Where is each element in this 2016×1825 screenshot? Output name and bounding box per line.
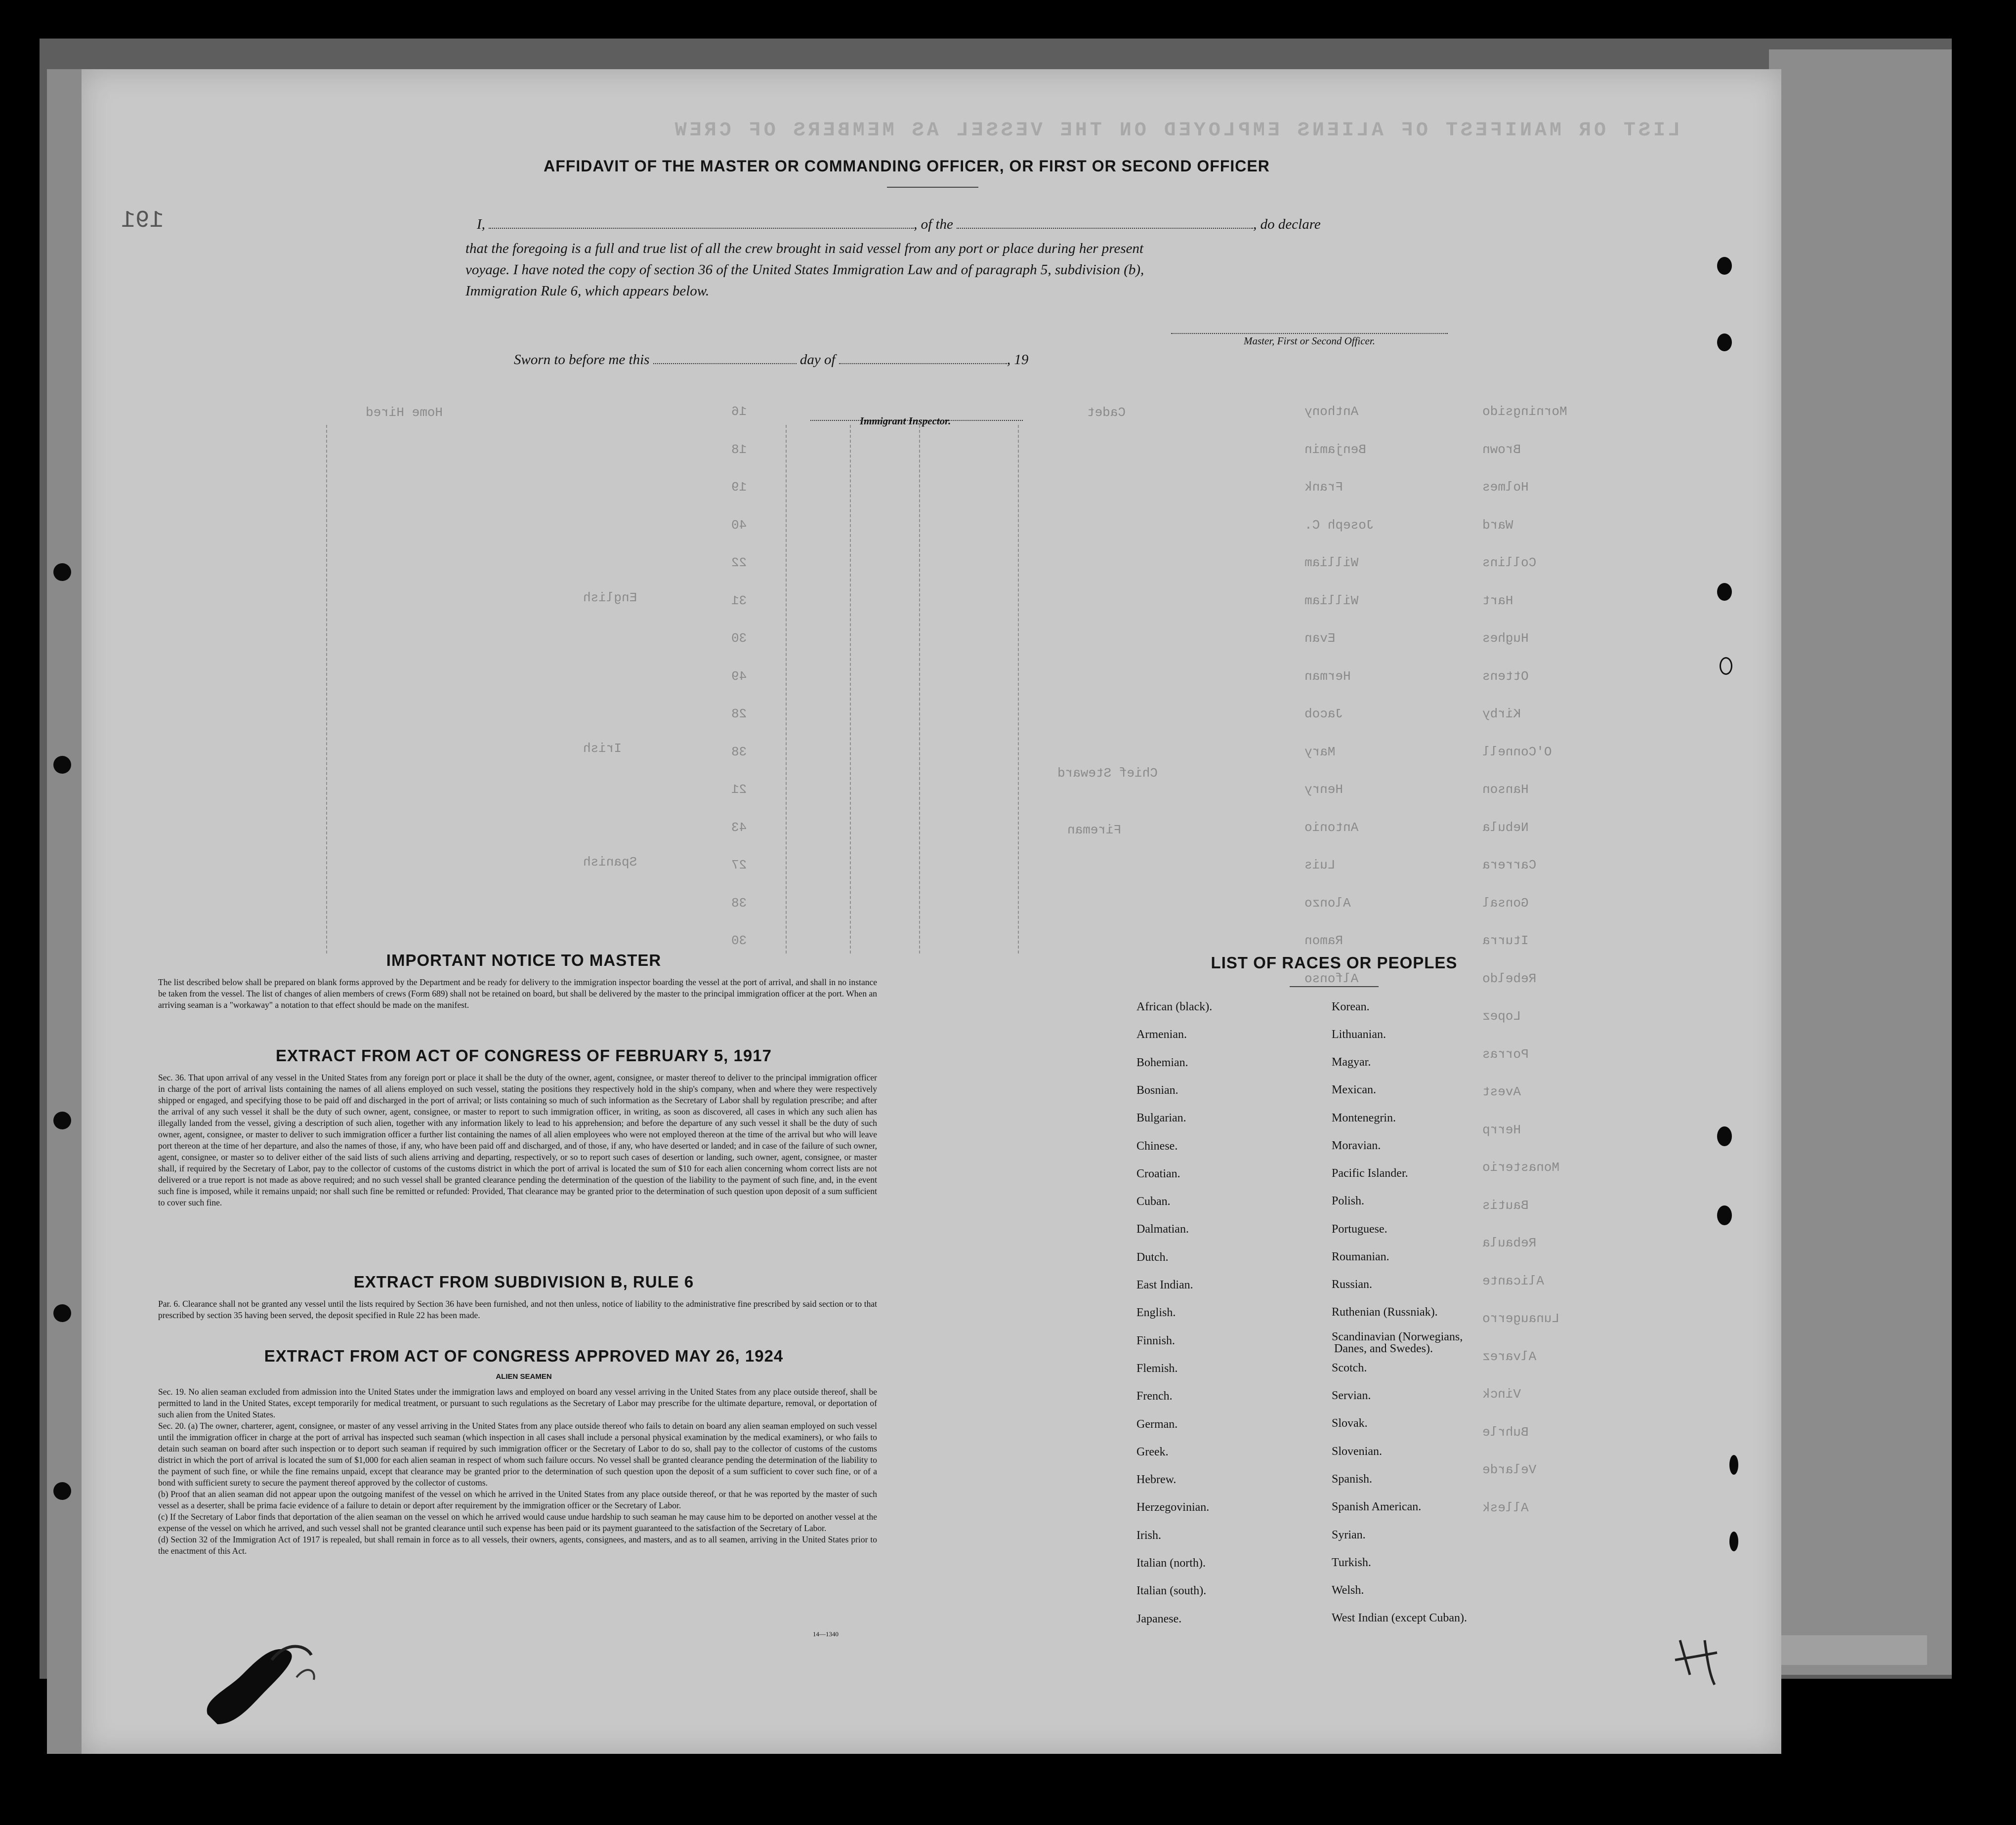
race-item: Finnish. [1136,1334,1176,1347]
race-item: Magyar. [1332,1056,1371,1069]
bleed-through-surname: Ward [1482,517,1513,533]
bleed-through-surname: Buhrle [1482,1424,1529,1440]
race-item: Slovenian. [1332,1445,1382,1458]
race-item: Italian (north). [1136,1557,1206,1570]
race-item: Lithuanian. [1332,1028,1386,1041]
bleed-through-given-name: Frank [1304,480,1344,495]
bleed-through-age: 30 [731,933,747,948]
rule6-text: Par. 6. Clearance shall not be granted any vessel until the lists required by Section 36 have been furnished, and not then unless, notice of liability to the administrative fine prescribed by said section or to that prescribed by section 35 having been served, the deposit specified in Rule 22 has been made. [158,1299,877,1320]
race-item: Russian. [1332,1278,1373,1291]
bleed-through-position: Fireman [1067,823,1122,837]
race-item: Scotch. [1332,1362,1367,1374]
bleed-through-age: 18 [731,442,747,457]
column-rule [1018,425,1019,954]
race-item: Welsh. [1332,1584,1364,1597]
bleed-through-position: Cadet [1087,405,1126,420]
race-item: Slovak. [1332,1417,1368,1430]
affidavit-of-the-label: , of the [914,216,953,232]
binder-hole-icon [53,756,71,774]
bleed-through-surname: Alvarez [1482,1349,1537,1364]
bleed-through-surname: Lunaugerro [1482,1311,1560,1326]
column-rule [786,425,787,954]
section-20d-text: (d) Section 32 of the Immigration Act of 1917 is repealed, but shall remain in force as to all vessels, their owners, agents, consignees, and masters, and as to all seamen, arriving in the United States prior to the enactment of this Act. [158,1535,877,1556]
bleed-through-given-name: Antonio [1304,820,1359,835]
bleed-through-surname: Carrera [1482,858,1537,872]
bleed-through-given-name: Herman [1304,668,1351,684]
race-item: Ruthenian (Russniak). [1332,1306,1438,1319]
extract-1924-text [158,1386,877,1557]
race-item: Cuban. [1136,1195,1171,1208]
signature-label: Master, First or Second Officer. [1244,335,1375,347]
binder-hole-icon [1720,657,1732,675]
race-item: Armenian. [1136,1028,1187,1041]
race-item: Syrian. [1332,1529,1366,1541]
binder-hole-icon [1729,1532,1738,1551]
bleed-through-surname: Collins [1482,555,1537,570]
sworn-month-field[interactable] [839,363,1007,364]
race-item: Italian (south). [1136,1584,1207,1598]
bleed-through-surname: Porras [1482,1046,1529,1062]
bleed-through-age: 40 [731,517,747,533]
bleed-through-age: 31 [731,593,747,608]
binder-hole-icon [1717,333,1732,351]
race-item: Servian. [1332,1389,1371,1402]
column-rule [326,425,327,954]
section-20b-text: (b) Proof that an alien seaman did not appear upon the outgoing manifest of the vessel on which he arrived in the United States from any place outside thereof, or that he was reported by the master of such vessel as a deserter, shall be prima facie evidence of a failure to detain or deport after requirement by the immigration officer or the Secretary of Labor. [158,1489,877,1510]
day-of-label: day of [799,352,836,368]
bleed-through-given-name: Alfonso [1304,971,1359,986]
race-item: Irish. [1136,1529,1161,1542]
year-label: , 19 [1007,352,1029,368]
bleed-through-surname: Vinck [1482,1387,1521,1402]
race-item: Portuguese. [1332,1223,1387,1236]
column-rule [850,425,851,954]
binder-hole-icon [1717,1126,1732,1146]
bleed-through-surname: Alicante [1482,1273,1544,1288]
races-heading-rule [1290,986,1379,987]
binder-hole-icon [1717,1205,1732,1225]
rule6-heading: EXTRACT FROM SUBDIVISION B, RULE 6 [353,1273,694,1291]
race-item: English. [1136,1306,1176,1320]
ink-stain-icon [198,1630,316,1729]
bleed-through-age: 38 [731,895,747,911]
bleed-through-given-name: Henry [1304,782,1344,797]
underlying-sheet-edge [1779,1635,1927,1665]
race-item: Herzegovinian. [1136,1501,1210,1514]
race-item: Bulgarian. [1136,1112,1186,1125]
binder-hole-icon [1717,257,1732,275]
notice-heading: IMPORTANT NOTICE TO MASTER [386,951,662,969]
section-19-text: Sec. 19. No alien seaman excluded from admission into the United States under the immigration laws and employed on board any vessel arriving in the United States from any place outside thereof, shall be permitted to land in the United States, except temporarily for medical treatment, or pursuant to such regulations as the Secretary of Labor may prescribe for the ultimate departure, removal, or deportation of such alien from the United States. [158,1387,877,1419]
notice-text: The list described below shall be prepared on blank forms approved by the Department and be ready for delivery to the immigration inspector boarding the vessel at the port of arrival, and shall in no instance be taken from the vessel. The list of changes of alien members of crews (Form 689) shall not be retained on board, but shall be delivered by the master to the principal immigration officer at the port. When an arriving seaman is a "workaway" a notation to that effect should be made on the manifest. [158,977,877,1010]
bleed-through-surname: Morningsido [1482,404,1567,419]
race-item: Spanish. [1332,1473,1373,1486]
bleed-through-given-name: William [1304,593,1359,608]
races-heading: LIST OF RACES OR PEOPLES [1211,954,1458,972]
bleed-through-surname: Lopez [1482,1009,1521,1024]
vessel-name-field[interactable] [957,228,1253,229]
extract-1924-heading: EXTRACT FROM ACT OF CONGRESS APPROVED MAY 26, 1924 [264,1347,784,1365]
bleed-through-given-name: Ramon [1304,933,1344,948]
form-number: 14—1340 [813,1630,839,1638]
left-margin-strip [47,69,82,1754]
bleed-through-given-name: Evan [1304,631,1336,646]
affidavit-declaration-line [477,216,1406,233]
race-item: Chinese. [1136,1139,1178,1153]
affidavit-paragraph [465,238,1533,302]
bleed-through-nationality: Spanish [583,855,637,870]
bleed-through-age: 19 [731,480,747,495]
race-item: Roumanian. [1332,1250,1389,1263]
race-item: Flemish. [1136,1362,1178,1375]
binder-hole-icon [1717,583,1732,601]
signature-field[interactable] [1171,332,1448,334]
bleed-through-surname: Rebeldo [1482,971,1537,986]
race-item: Japanese. [1136,1612,1182,1625]
bleed-through-given-name: Anthony [1304,404,1359,419]
race-item: Pacific Islander. [1332,1167,1408,1180]
bleed-through-surname: Brown [1482,442,1521,457]
corner-mark-icon [1670,1630,1724,1690]
race-item: Bosnian. [1136,1083,1178,1097]
race-item: Dutch. [1136,1250,1169,1264]
race-item: African (black). [1136,1000,1213,1013]
bleed-through-surname: O'Connell [1482,744,1552,759]
underlying-sheet [1769,49,1952,1675]
section-20c-text: (c) If the Secretary of Labor finds that deportation of the alien seaman on the vessel on which he arrived would cause undue hardship to such seaman he may cause him to be deported on another vessel at the expense of the vessel on which he arrived, and such vessel shall not be granted clearance until such expense has been paid or its payment guaranteed to the satisfaction of the Secretary of Labor. [158,1512,877,1533]
affidavit-paragraph-line: voyage. I have noted the copy of section 36 of the United States Immigration Law and of paragraph 5, subdivision (b), [465,262,1144,278]
bleed-through-given-name: Mary [1304,744,1336,759]
bleed-through-surname: Bautis [1482,1198,1529,1213]
affidavit-title: AFFIDAVIT OF THE MASTER OR COMMANDING OFFICER, OR FIRST OR SECOND OFFICER [544,157,1270,175]
race-item: Mexican. [1332,1083,1376,1096]
sworn-line [514,352,1107,368]
binder-hole-icon [53,1304,71,1322]
bleed-through-age: 49 [731,668,747,684]
affidavit-i-label: I, [477,216,485,232]
bleed-through-surname: Ottens [1482,668,1529,684]
bleed-through-age: 22 [731,555,747,570]
bleed-through-given-name: Jacob [1304,706,1344,721]
alien-seamen-subheading: ALIEN SEAMEN [496,1372,552,1381]
bleed-through-position: Chief Steward [1057,766,1158,781]
race-item: Korean. [1332,1000,1370,1013]
bleed-through-surname: Herrp [1482,1122,1521,1137]
bleed-through-given-name: Alonzo [1304,895,1351,911]
race-item: Greek. [1136,1445,1169,1458]
bleed-through-surname: Velarde [1482,1462,1537,1477]
bleed-through-surname: Avest [1482,1084,1521,1099]
affidavit-paragraph-line: that the foregoing is a full and true list of all the crew brought in said vessel from any port or place during her present [465,241,1144,256]
bleed-through-age: 27 [731,858,747,872]
race-item: Moravian. [1332,1139,1381,1152]
race-item: Danes, and Swedes). [1334,1342,1433,1355]
race-item: Montenegrin. [1332,1112,1396,1124]
section-20a-text: Sec. 20. (a) The owner, charterer, agent, consignee, or master of any vessel arriving in the United States from any place outside thereof who fails to detain on board any alien seaman employed on such vessel until the immigration officer in charge at the port of arrival has inspected such seaman (which inspection in all cases shall include a personal physical examination by the medical examiners), or who fails to detain such seaman on board after such inspection or to deport such seaman if required by such immigration officer or the Secretary of Labor to do so, shall pay to the collector of customs of the customs district in which the port of arrival is located the sum of $1,000 for each alien seaman in respect of whom such failure occurs. No vessel shall be granted clearance pending the determination of the liability to the payment of such fine, or while the fine remains unpaid, except that clearance may be granted prior to the determination of such question upon the deposit of a sum sufficient to cover such fine, or of a bond with sufficient surety to secure the payment thereof approved by the collector of customs. [158,1421,877,1488]
race-item: Dalmatian. [1136,1223,1189,1236]
bleed-through-surname: Rebaula [1482,1236,1537,1250]
bleed-through-age: 30 [731,631,747,646]
bleed-through-age: 43 [731,820,747,835]
bleed-through-age: 28 [731,706,747,721]
sworn-label: Sworn to before me this [514,352,650,368]
bleed-through-surname: Allesk [1482,1500,1529,1515]
title-rule [887,187,978,188]
bleed-through-surname: Hanson [1482,782,1529,797]
bleed-through-age: 38 [731,744,747,759]
binder-hole-icon [53,1482,71,1500]
bleed-through-home-hired: Home Hired [366,405,443,420]
binder-hole-icon [53,1112,71,1129]
affidavit-declare-label: , do declare [1253,216,1321,232]
binder-hole-icon [1729,1455,1738,1475]
race-item: Scandinavian (Norwegians, [1332,1330,1463,1343]
race-item: Bohemian. [1136,1056,1188,1069]
extract-1917-text: Sec. 36. That upon arrival of any vessel in the United States from any foreign port or place it shall be the duty of the owner, agent, consignee, or master thereof to deliver to the principal immigration officer in charge of the port of arrival lists containing the names of all aliens employed on such vessel, stating the positions they respectively hold in the ship's company, when and where they were respectively shipped or engaged, and specifying those to be paid off and discharged in the port of arrival; or lists containing so much of such information as the Secretary of Labor shall by regulation prescribe; and after the arrival of any such vessel it shall be the duty of such owner, agent, consignee, or master to report to such immigration officer, in writing, as soon as discovered, all cases in which any such alien has illegally landed from the vessel, giving a description of such alien, together with any information likely to lead to his apprehension; and before the departure of any such vessel it shall be the duty of such owner, agent, consignee, or master to deliver to such immigration officer a further list containing the names of all alien employees who were not employed thereon at the time of the arrival but who will leave port thereon at the time of her departure, and also the names of those, if any, who have been paid off and discharged, and of those, if any, who have deserted or landed; and in case of the failure of such owner, agent, consignee, or master so to deliver either of the said lists of such aliens arriving and departing, respectively, or so to report such cases of desertion or landing, such owner, agent, consignee, or master shall, if required by the Secretary of Labor, pay to the collector of customs of the customs district in which the port of arrival is located the sum of $10 for each alien concerning whom correct lists are not delivered or a true report is not made as above required; and no such vessel shall be granted clearance pending the determination of the question of the liability to the payment of such fine, and, in the event such fine is imposed, while it remains unpaid; nor shall such fine be remitted or refunded: Provided, That clearance may be granted prior to the determination of such question upon deposit of a sum sufficient to cover such fine. [158,1073,877,1207]
bleed-through-nationality: Irish [583,741,622,756]
bleed-through-age: 16 [731,404,747,419]
bleed-through-surname: Iturra [1482,933,1529,948]
bleed-through-given-name: Luis [1304,858,1336,872]
race-item: Spanish American. [1332,1500,1422,1513]
race-item: West Indian (except Cuban). [1332,1612,1467,1624]
bleed-through-nationality: English [583,590,637,605]
sworn-day-field[interactable] [653,363,797,364]
extract-1917-heading: EXTRACT FROM ACT OF CONGRESS OF FEBRUARY 5, 1917 [276,1046,772,1065]
affidavit-paragraph-line: Immigration Rule 6, which appears below. [465,283,710,299]
race-item: Croatian. [1136,1167,1180,1180]
page-number: 191 [121,207,164,234]
bleed-through-surname: Kirby [1482,706,1521,721]
bleed-through-given-name: Joseph C. [1304,517,1374,533]
bleed-through-given-name: William [1304,555,1359,570]
bleed-through-surname: Holmes [1482,480,1529,495]
bleed-through-header: LIST OR MANIFEST OF ALIENS EMPLOYED ON THE VESSEL AS MEMBERS OF CREW [672,120,1680,142]
race-item: Hebrew. [1136,1473,1176,1487]
race-item: East Indian. [1136,1279,1193,1291]
master-name-field[interactable] [489,228,914,229]
race-item: Turkish. [1332,1556,1371,1569]
race-item: German. [1136,1417,1178,1431]
bleed-through-surname: Hughes [1482,631,1529,646]
bleed-through-age: 21 [731,782,747,797]
race-item: Polish. [1332,1195,1365,1207]
bleed-through-given-name: Benjamin [1304,442,1366,457]
inspector-label: Immigrant Inspector. [860,415,951,427]
binder-hole-icon [53,563,71,581]
bleed-through-surname: Nebula [1482,820,1529,835]
race-item: French. [1136,1390,1173,1403]
bleed-through-surname: Gonsal [1482,895,1529,911]
bleed-through-surname: Monasterio [1482,1160,1560,1175]
column-rule [919,425,920,954]
bleed-through-surname: Hart [1482,593,1513,608]
